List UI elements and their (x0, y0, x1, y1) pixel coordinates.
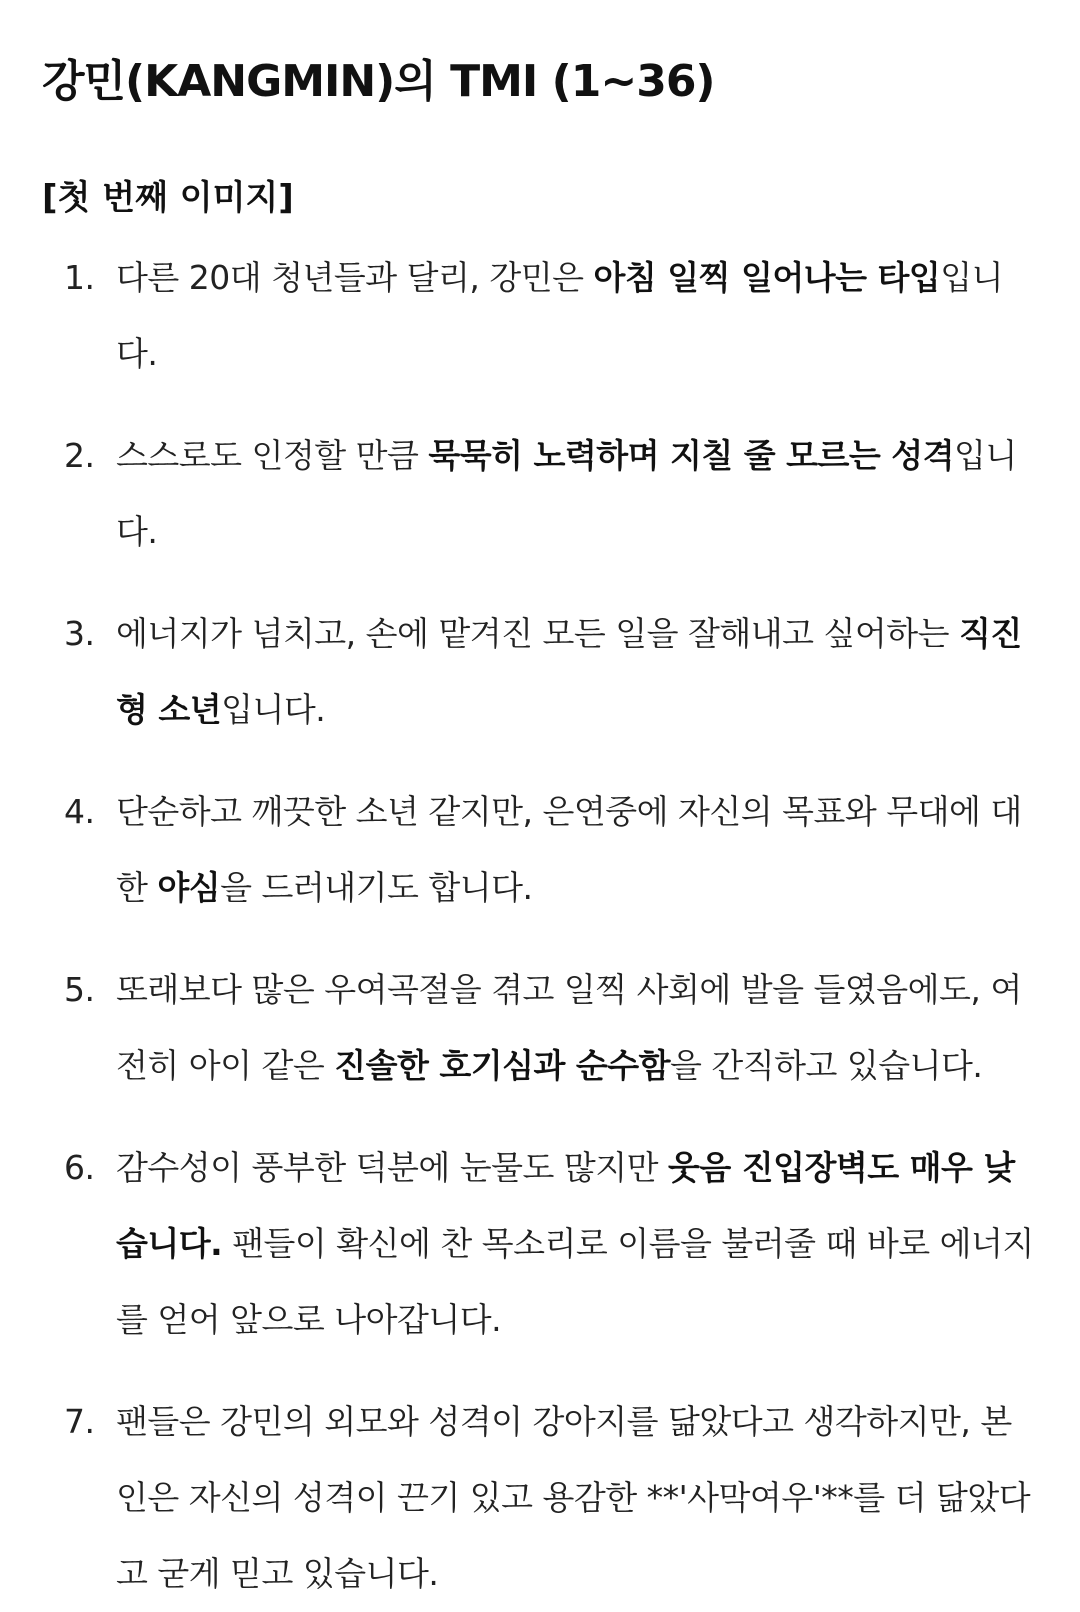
body-text: 감수성이 풍부한 덕분에 눈물도 많지만 (116, 1148, 668, 1187)
list-item-text (116, 792, 1022, 907)
page-title: 강민(KANGMIN)의 TMI (1~36) (42, 56, 715, 107)
emphasis-text: 직진형 소년 (116, 614, 1022, 729)
body-text: 팬들이 확신에 찬 목소리로 이름을 불러줄 때 바로 에너지를 얻어 앞으로 나아갑니다. (116, 1224, 1034, 1339)
list-item (42, 952, 1040, 1104)
list-item-number: 2. (64, 436, 95, 475)
list-item (42, 240, 1040, 392)
emphasis-text: 진솔한 호기심과 순수함 (334, 1046, 671, 1085)
list-item (42, 596, 1040, 748)
list-item (42, 774, 1040, 926)
body-text: 다른 20대 청년들과 달리, 강민은 (116, 258, 594, 297)
list-item-text (116, 1148, 1034, 1339)
list-item-text (116, 1402, 1030, 1593)
list-item (42, 1384, 1040, 1612)
section-heading: [첫 번째 이미지] (42, 178, 294, 218)
list-item-text (116, 436, 1017, 551)
body-text: 입니다. (116, 436, 1017, 551)
body-text: 단순하고 깨끗한 소년 같지만, 은연중에 자신의 목표와 무대에 대한 (116, 792, 1022, 907)
tmi-list (42, 240, 1040, 1612)
emphasis-text: 묵묵히 노력하며 지칠 줄 모르는 성격 (428, 436, 954, 475)
emphasis-text: 웃음 진입장벽도 매우 낮습니다. (116, 1148, 1015, 1263)
list-item-number: 3. (64, 614, 95, 653)
emphasis-text: 야심 (157, 868, 221, 907)
list-item-number: 5. (64, 970, 95, 1009)
body-text: 입니다. (116, 258, 1003, 373)
body-text: 팬들은 강민의 외모와 성격이 강아지를 닮았다고 생각하지만, 본인은 자신의 성격이 끈기 있고 용감한 **'사막여우'**를 더 닮았다고 굳게 믿고 있습니다. (116, 1402, 1031, 1593)
body-text: 입니다. (221, 690, 326, 729)
list-item-number: 7. (64, 1402, 95, 1441)
list-item-text (116, 970, 1022, 1085)
body-text: 을 드러내기도 합니다. (220, 868, 533, 907)
body-text: 에너지가 넘치고, 손에 맡겨진 모든 일을 잘해내고 싶어하는 (116, 614, 959, 653)
list-item (42, 1130, 1040, 1358)
list-item-text (116, 258, 1003, 373)
list-item-number: 6. (64, 1148, 95, 1187)
list-item (42, 418, 1040, 570)
list-item-number: 4. (64, 792, 95, 831)
list-item-number: 1. (64, 258, 95, 297)
body-text: 스스로도 인정할 만큼 (116, 436, 429, 475)
body-text: 을 간직하고 있습니다. (670, 1046, 983, 1085)
list-item-text (116, 614, 1022, 729)
emphasis-text: 아침 일찍 일어나는 타입 (593, 258, 941, 297)
body-text: 또래보다 많은 우여곡절을 겪고 일찍 사회에 발을 들였음에도, 여전히 아이 같은 (116, 970, 1022, 1085)
